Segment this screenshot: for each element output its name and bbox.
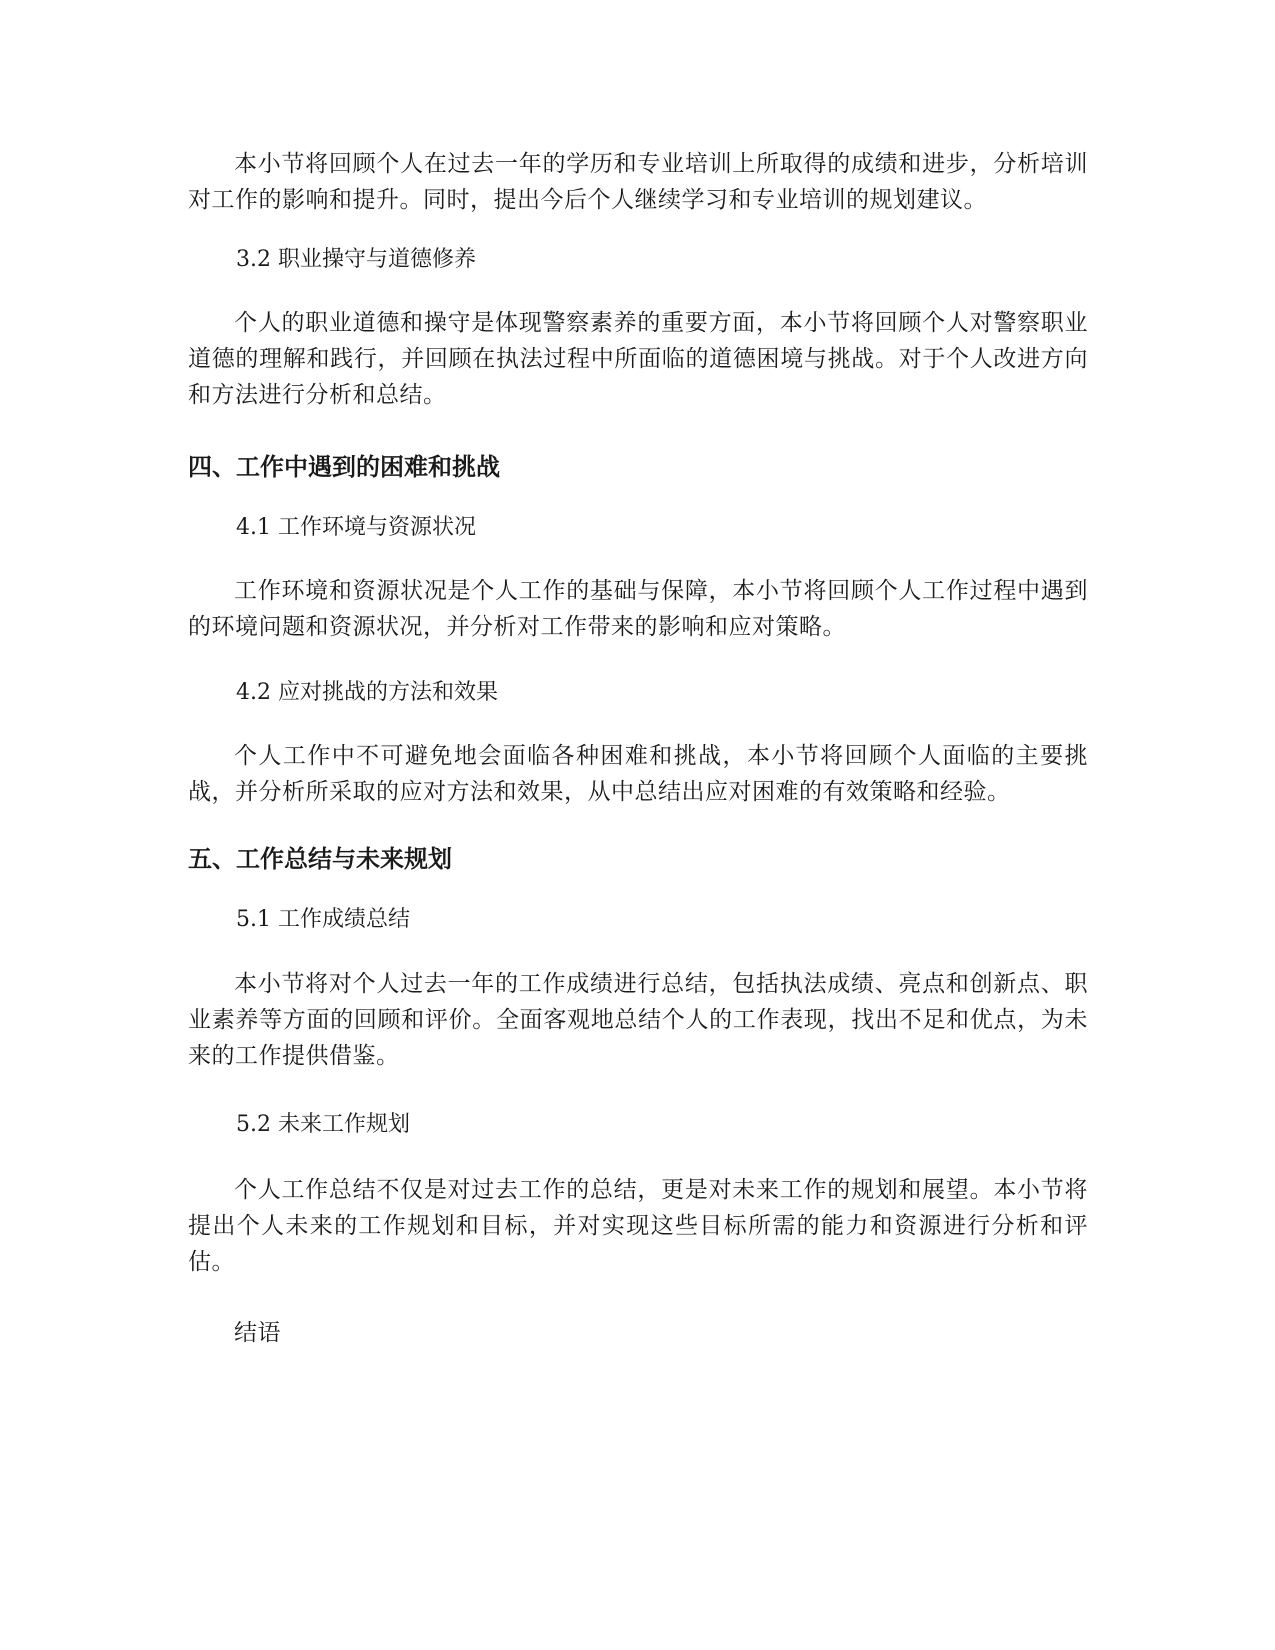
paragraph-future-plan: 个人工作总结不仅是对过去工作的总结，更是对未来工作的规划和展望。本小节将提出个人未来的工作规划和目标，并对实现这些目标所需的能力和资源进行分析和评估。: [188, 1177, 1088, 1275]
subheading-5-2: 5.2 未来工作规划: [236, 1112, 410, 1137]
paragraph-environment-resources: 工作环境和资源状况是个人工作的基础与保障，本小节将回顾个人工作过程中遇到的环境问题和资源状况，并分析对工作带来的影响和应对策略。: [188, 578, 1088, 640]
section-heading-5: 五、工作总结与未来规划: [188, 845, 452, 873]
paragraph-challenge-methods: 个人工作中不可避免地会面临各种困难和挑战，本小节将回顾个人面临的主要挑战，并分析所采取的应对方法和效果，从中总结出应对困难的有效策略和经验。: [188, 743, 1088, 805]
paragraph-training-review: 本小节将回顾个人在过去一年的学历和专业培训上所取得的成绩和进步，分析培训对工作的影响和提升。同时，提出今后个人继续学习和专业培训的规划建议。: [188, 151, 1088, 213]
subheading-4-2: 4.2 应对挑战的方法和效果: [236, 680, 498, 705]
subheading-4-1: 4.1 工作环境与资源状况: [236, 515, 476, 540]
paragraph-ethics-review: 个人的职业道德和操守是体现警察素养的重要方面，本小节将回顾个人对警察职业道德的理解和践行，并回顾在执法过程中所面临的道德困境与挑战。对于个人改进方向和方法进行分析和总结。: [188, 310, 1088, 408]
subheading-5-1: 5.1 工作成绩总结: [236, 907, 410, 932]
paragraph-conclusion: 结语: [234, 1320, 281, 1346]
subheading-3-2: 3.2 职业操守与道德修养: [236, 247, 476, 272]
paragraph-achievement-summary: 本小节将对个人过去一年的工作成绩进行总结，包括执法成绩、亮点和创新点、职业素养等方面的回顾和评价。全面客观地总结个人的工作表现，找出不足和优点，为未来的工作提供借鉴。: [188, 971, 1088, 1069]
section-heading-4: 四、工作中遇到的困难和挑战: [188, 453, 500, 481]
